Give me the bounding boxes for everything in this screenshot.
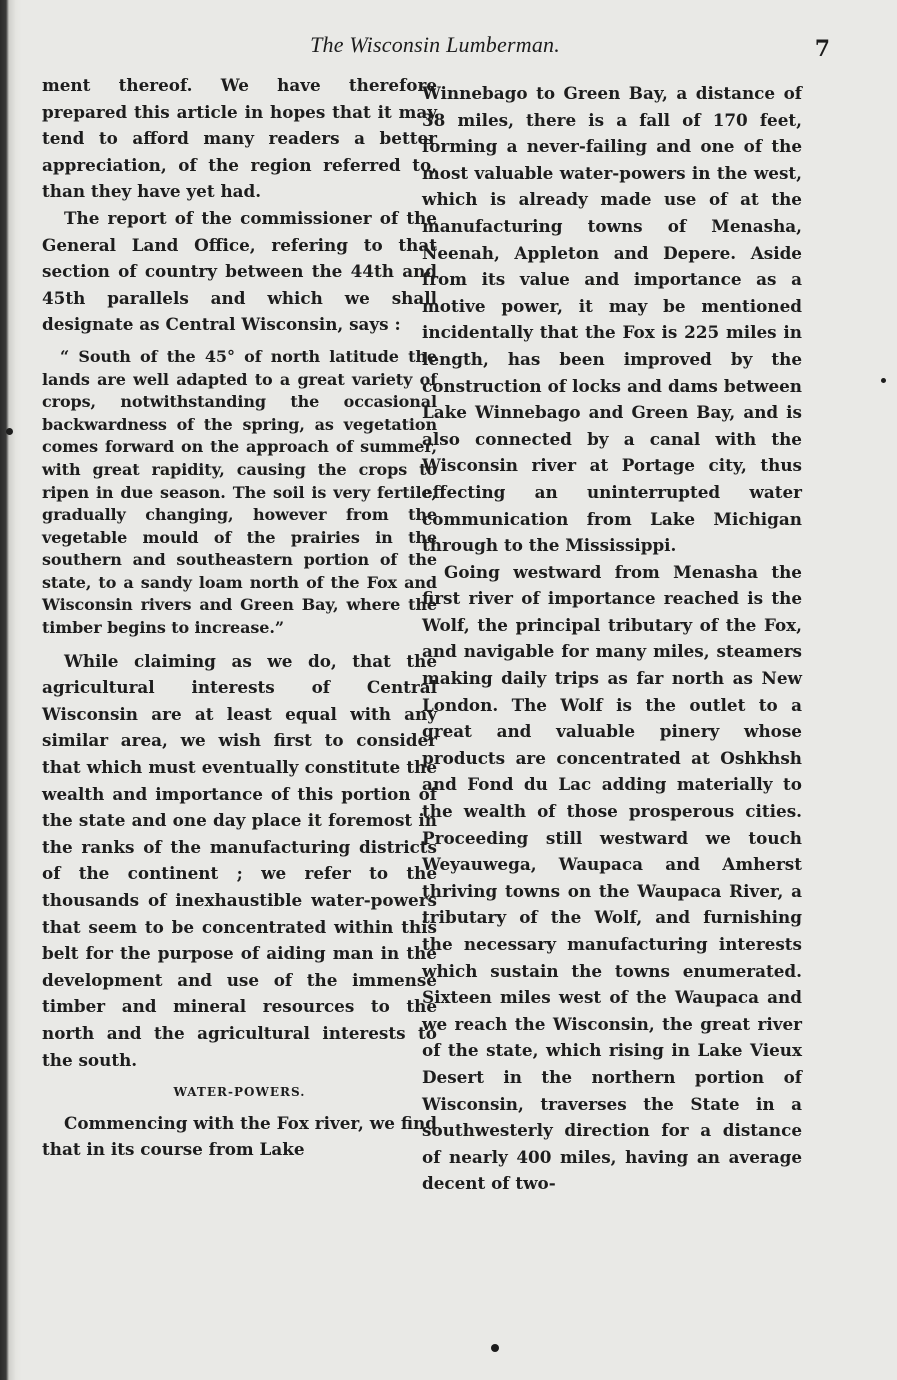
print-speck [491, 1344, 499, 1352]
page-binding-edge [0, 0, 22, 1380]
paragraph-agricultural-interests: While claiming as we do, that the agricultural interests of Central Wisconsin are at least equal with any similar area, we wish first to consider that which must eventually constitute the wealth and importance of this portion of the state and one day place it foremost in the ranks of the manufacturing districts of the continent ; we refer to the thousands of inexhaustible water-powers that seem to be concentrated within this belt for the purpose of aiding man in the development and use of the immense timber and mineral resources to the north and the agricultural interests to the south. [42, 650, 437, 1070]
quote-text: “ South of the 45° of north latitude the lands are well adapted to a great variety of crops, notwithstanding the occasional backwardness of the spring, as vegetation comes forward on the approach of summer, with great rapidity, causing the crops to ripen in due season. The soil is very fertile, gradually changing, however from the vegetable mould of the prairies in the southern and southeastern portion of the state, to a sandy loam north of the Fox and Wisconsin rivers and Green Bay, where the timber begins to increase.” [42, 346, 437, 638]
paragraph-fox-river: Commencing with the Fox river, we find that in its course from Lake [42, 1112, 437, 1160]
paragraph-wolf-river: Going westward from Menasha the first river of importance reached is the Wolf, the principal tributary of the Fox, and navigable for many miles, steamers making daily trips as far north as New London. The Wolf is the outlet to a great and valuable pinery whose products are concentrated at Oshkhsh and Fond du Lac adding materially to the wealth of those prosperous cities. Proceeding still westward we touch Weyauwega, Waupaca and Amherst thriving towns on the Waupaca River, a tributary of the Wolf, and furnishing the necessary manufacturing interests which sustain the towns enumerated. Sixteen miles west of the Waupaca and we reach the Wisconsin, the great river of the state, which rising in Lake Vieux Desert in the northern portion of Wisconsin, traverses the State in a southwesterly direction for a distance of nearly 400 miles, having an average decent of two- [422, 561, 802, 1194]
page-number: 7 [814, 36, 830, 62]
paragraph-fox-river-continued: Winnebago to Green Bay, a distance of 38 miles, there is a fall of 170 feet, forming a never-failing and one of the most valuable water-powers in the west, which is already made use of at the manufacturing towns of Menasha, Neenah, Appleton and Depere. Aside from its value and importance as a motive power, it may be mentioned incidentally that the Fox is 225 miles in length, has been improved by the construction of locks and dams between Lake Winnebago and Green Bay, and is also connected by a canal with the Wisconsin river at Portage city, thus effecting an uninterrupted water communication from Lake Michigan through to the Mississippi. [422, 83, 802, 556]
paragraph-continued: ment thereof. We have therefore prepared this article in hopes that it may tend to afford many readers a better appreciation, of the region referred to, than they have yet had. [42, 75, 437, 202]
block-quote [42, 346, 437, 640]
print-speck [6, 428, 13, 435]
paragraph-land-office-report: The report of the commissioner of the General Land Office, refering to that section of country between the 44th and 45th parallels and which we shall designate as Central Wisconsin, says : [42, 207, 437, 335]
print-speck [881, 378, 886, 383]
right-column [422, 80, 802, 1197]
section-heading-water-powers: WATER-POWERS. [173, 1085, 306, 1100]
left-column [42, 72, 437, 1163]
running-title: The Wisconsin Lumberman. [310, 32, 560, 57]
page-header [40, 32, 830, 72]
